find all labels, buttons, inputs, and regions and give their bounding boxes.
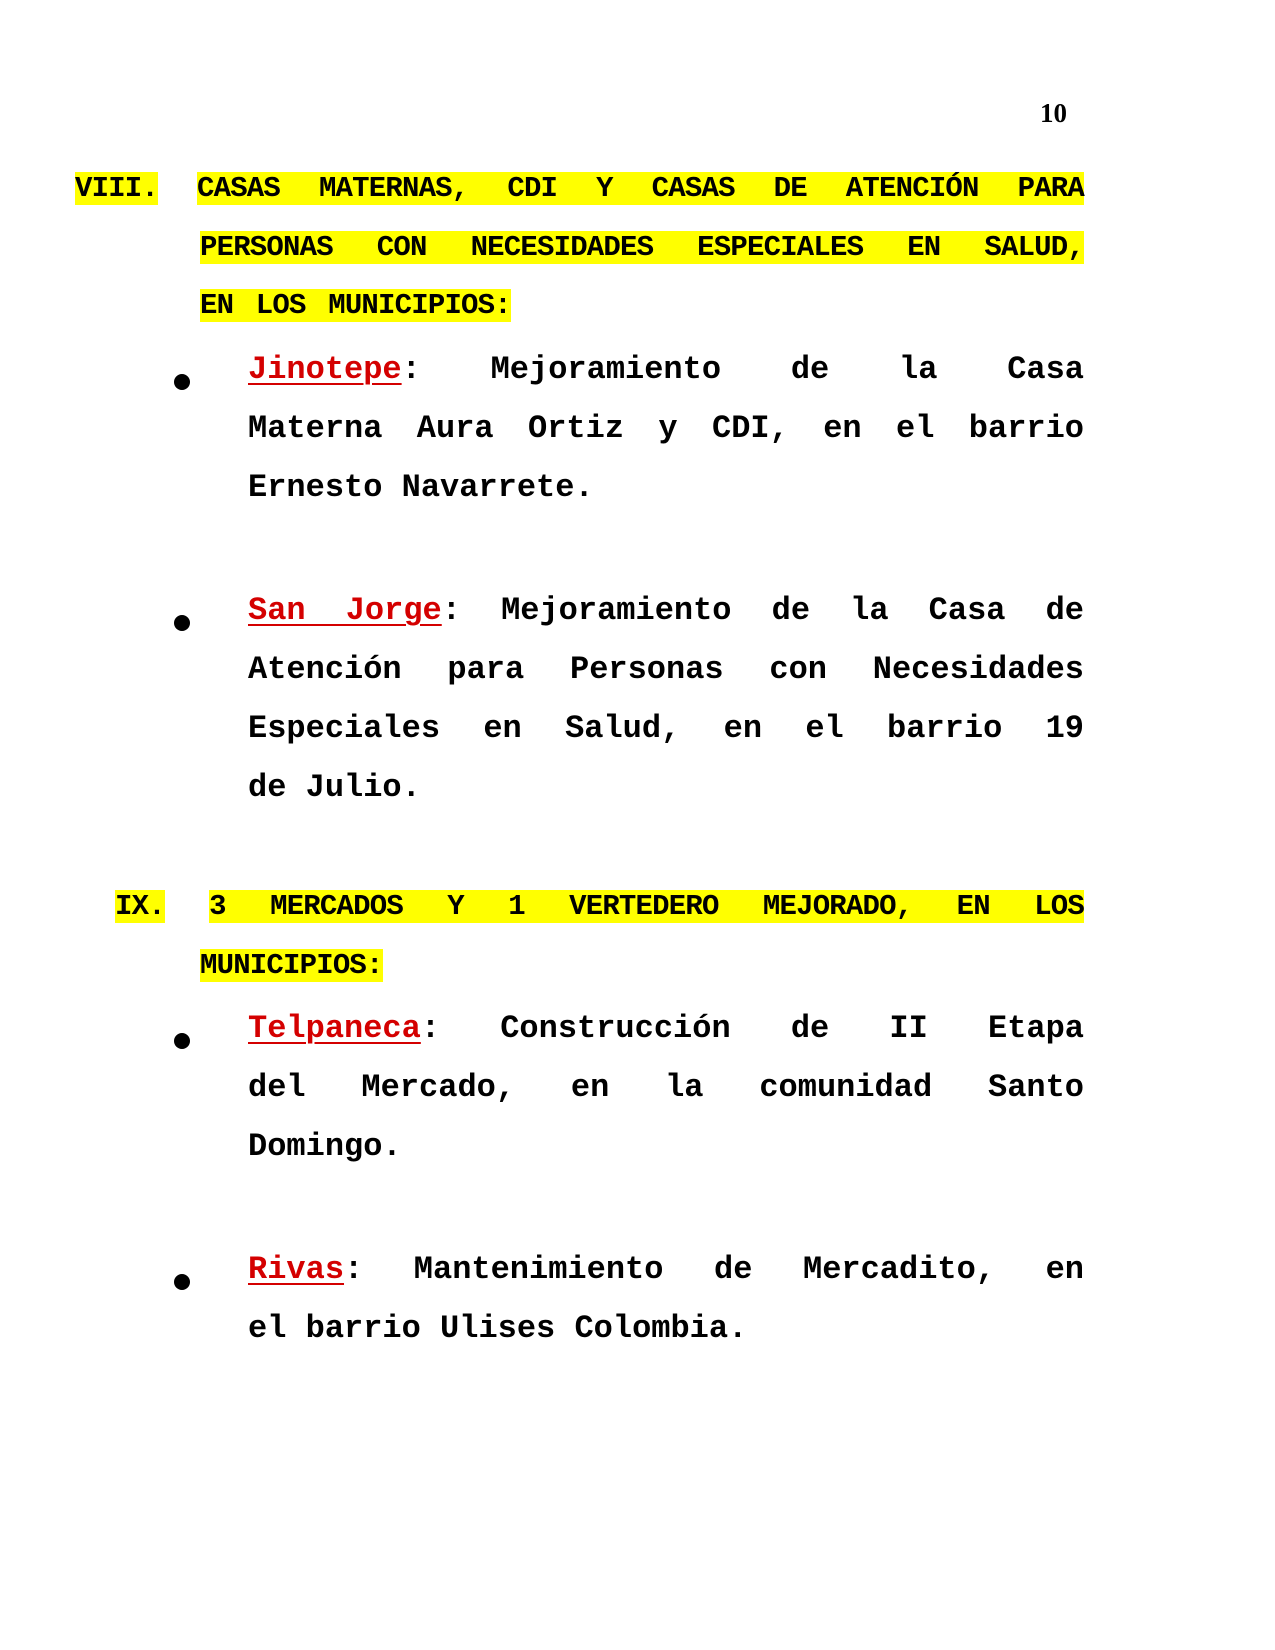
section-numeral: VIII.	[75, 172, 159, 205]
item-text: : Mejoramiento de la Casa	[401, 351, 1084, 388]
section-heading-text: EN LOS MUNICIPIOS:	[200, 289, 511, 322]
bullet-icon	[174, 374, 190, 390]
item-line: el barrio Ulises Colombia.	[248, 1310, 748, 1347]
section-heading-line-1	[115, 885, 1084, 929]
section-heading-line-1	[75, 167, 1084, 211]
item-line: Atención para Personas con Necesidades	[248, 651, 1084, 688]
item-text: : Mantenimiento de Mercadito, en	[344, 1251, 1084, 1288]
place-name: Rivas	[248, 1251, 345, 1288]
item-line	[248, 1248, 1084, 1292]
section-heading-text: 3 MERCADOS Y 1 VERTEDERO MEJORADO, EN LOS	[209, 890, 1084, 923]
bullet-icon	[174, 1274, 190, 1290]
bullet-icon	[174, 615, 190, 631]
item-line	[248, 348, 1084, 392]
item-line: Especiales en Salud, en el barrio 19	[248, 710, 1084, 747]
bullet-icon	[174, 1033, 190, 1049]
section-heading-line-2	[200, 226, 1084, 270]
item-line: Ernesto Navarrete.	[248, 469, 594, 506]
section-heading-text: CASAS MATERNAS, CDI Y CASAS DE ATENCIÓN PARA	[196, 172, 1084, 205]
item-line: Materna Aura Ortiz y CDI, en el barrio	[248, 410, 1084, 447]
item-line: de Julio.	[248, 769, 421, 806]
section-heading-text: MUNICIPIOS:	[200, 949, 383, 982]
page-number: 10	[1040, 98, 1067, 128]
item-line	[248, 1007, 1084, 1051]
place-name: Telpaneca	[248, 1010, 421, 1047]
place-name: San Jorge	[248, 592, 442, 629]
item-line	[248, 589, 1084, 633]
item-line: Domingo.	[248, 1128, 402, 1165]
section-heading-text: PERSONAS CON NECESIDADES ESPECIALES EN SALUD,	[200, 231, 1084, 264]
section-numeral: IX.	[115, 890, 165, 923]
section-heading-line-3	[200, 284, 511, 328]
item-line: del Mercado, en la comunidad Santo	[248, 1069, 1084, 1106]
item-text: : Mejoramiento de la Casa de	[441, 592, 1085, 629]
place-name: Jinotepe	[248, 351, 402, 388]
item-text: : Construcción de II Etapa	[420, 1010, 1084, 1047]
section-heading-line-2	[200, 944, 383, 988]
